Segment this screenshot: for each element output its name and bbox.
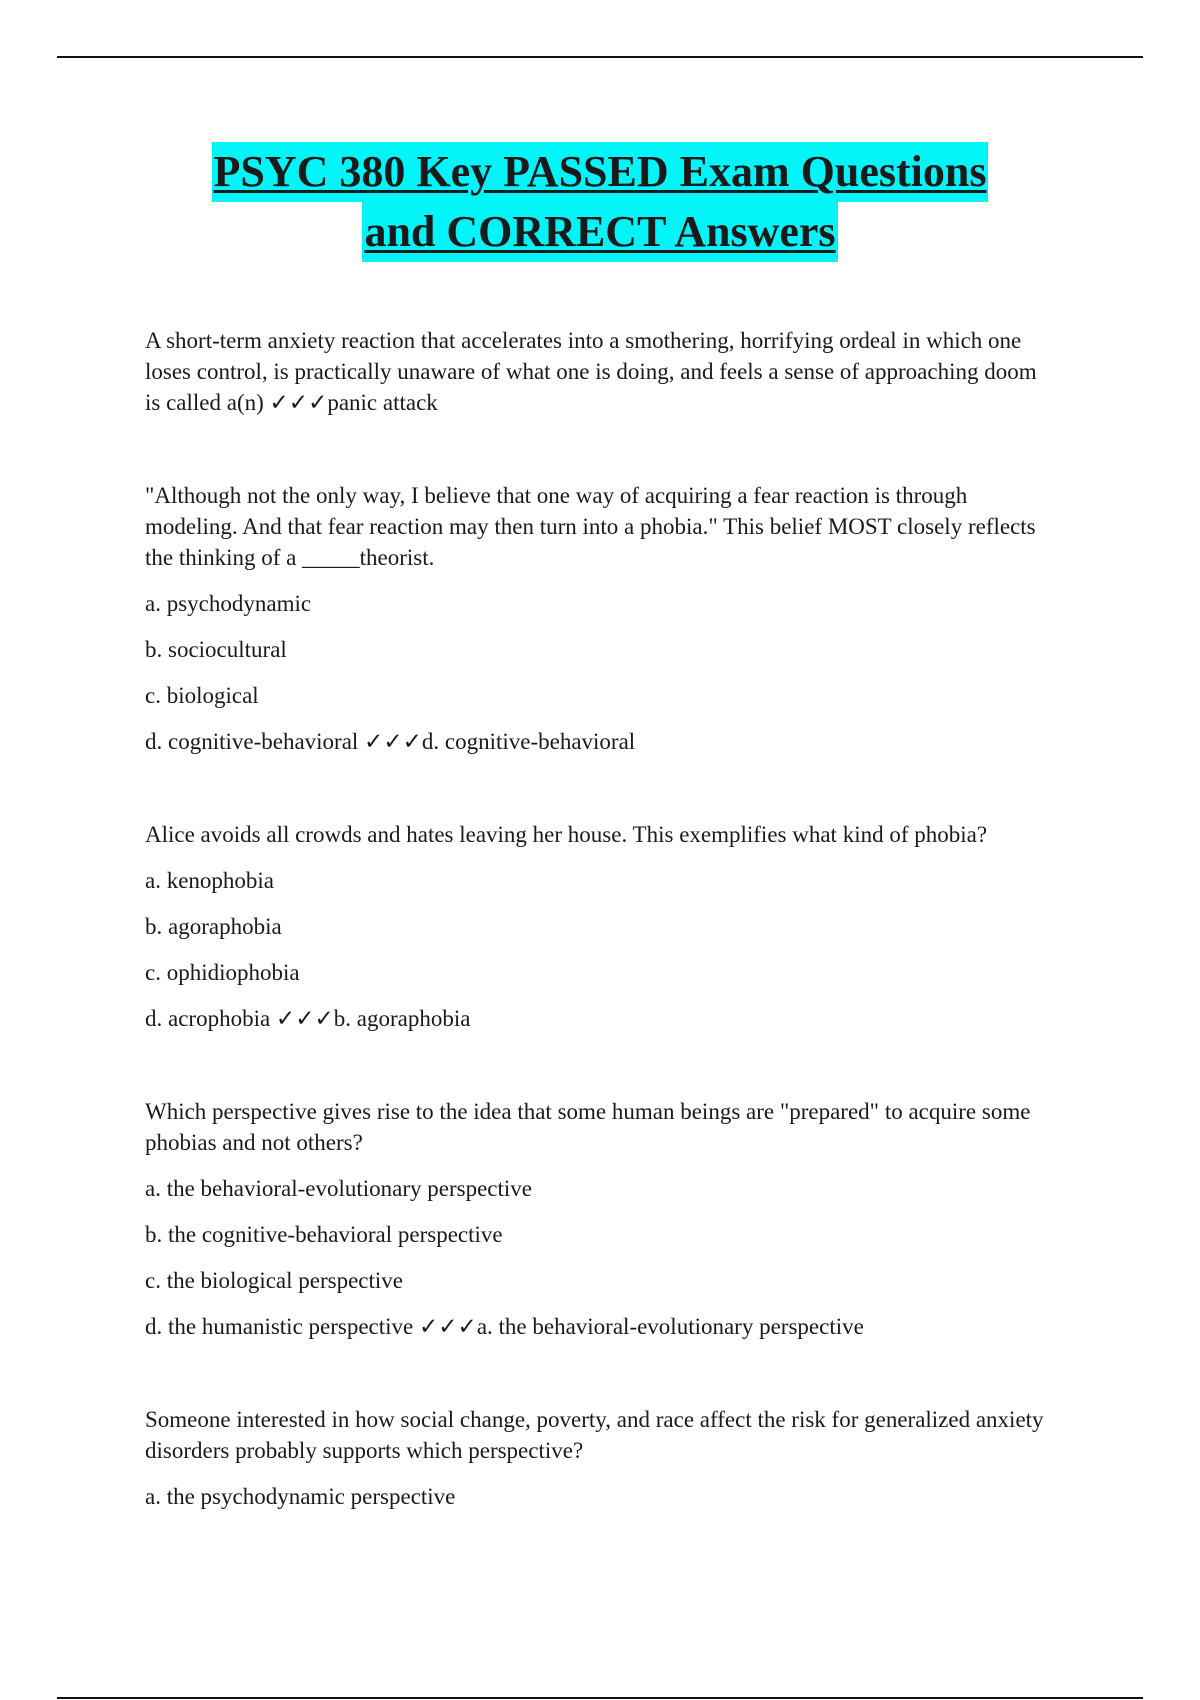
question-1 bbox=[145, 325, 1045, 418]
title-line-1: PSYC 380 Key PASSED Exam Questions bbox=[212, 142, 989, 202]
question-text: A short-term anxiety reaction that accelerates into a smothering, horrifying ordeal in which one loses control, is practically unaware of what one is doing, and feels a sense of approaching doom is called a(n) ✓✓✓panic attack bbox=[145, 328, 1037, 415]
question-list bbox=[145, 325, 1045, 1574]
option: a. kenophobia bbox=[145, 868, 275, 893]
question-5 bbox=[145, 1404, 1045, 1512]
option-with-answer: d. cognitive-behavioral ✓✓✓d. cognitive-behavioral bbox=[145, 729, 636, 754]
option: b. the cognitive-behavioral perspective bbox=[145, 1222, 503, 1247]
question-text: Alice avoids all crowds and hates leaving her house. This exemplifies what kind of phobia? bbox=[145, 822, 988, 847]
question-4 bbox=[145, 1096, 1045, 1342]
option: b. agoraphobia bbox=[145, 914, 282, 939]
option: b. sociocultural bbox=[145, 637, 287, 662]
option: a. the psychodynamic perspective bbox=[145, 1484, 456, 1509]
title-line-2: and CORRECT Answers bbox=[362, 202, 837, 262]
question-3 bbox=[145, 819, 1045, 1034]
question-text: Which perspective gives rise to the idea that some human beings are "prepared" to acquire some phobias and not others? bbox=[145, 1099, 1031, 1155]
option-with-answer: d. the humanistic perspective ✓✓✓a. the behavioral-evolutionary perspective bbox=[145, 1314, 864, 1339]
question-text: Someone interested in how social change, poverty, and race affect the risk for generalized anxiety disorders probably supports which perspective? bbox=[145, 1407, 1044, 1463]
option: a. psychodynamic bbox=[145, 591, 312, 616]
option: a. the behavioral-evolutionary perspective bbox=[145, 1176, 533, 1201]
option: c. biological bbox=[145, 683, 259, 708]
option: c. ophidiophobia bbox=[145, 960, 300, 985]
question-text: "Although not the only way, I believe that one way of acquiring a fear reaction is through modeling. And that fear reaction may then turn into a phobia." This belief MOST closely reflects the thinking of a _____theorist. bbox=[145, 483, 1036, 570]
option-with-answer: d. acrophobia ✓✓✓b. agoraphobia bbox=[145, 1006, 471, 1031]
bottom-rule bbox=[57, 1697, 1143, 1699]
option: c. the biological perspective bbox=[145, 1268, 404, 1293]
page-title bbox=[0, 142, 1200, 262]
top-rule bbox=[57, 56, 1143, 58]
question-2 bbox=[145, 480, 1045, 757]
